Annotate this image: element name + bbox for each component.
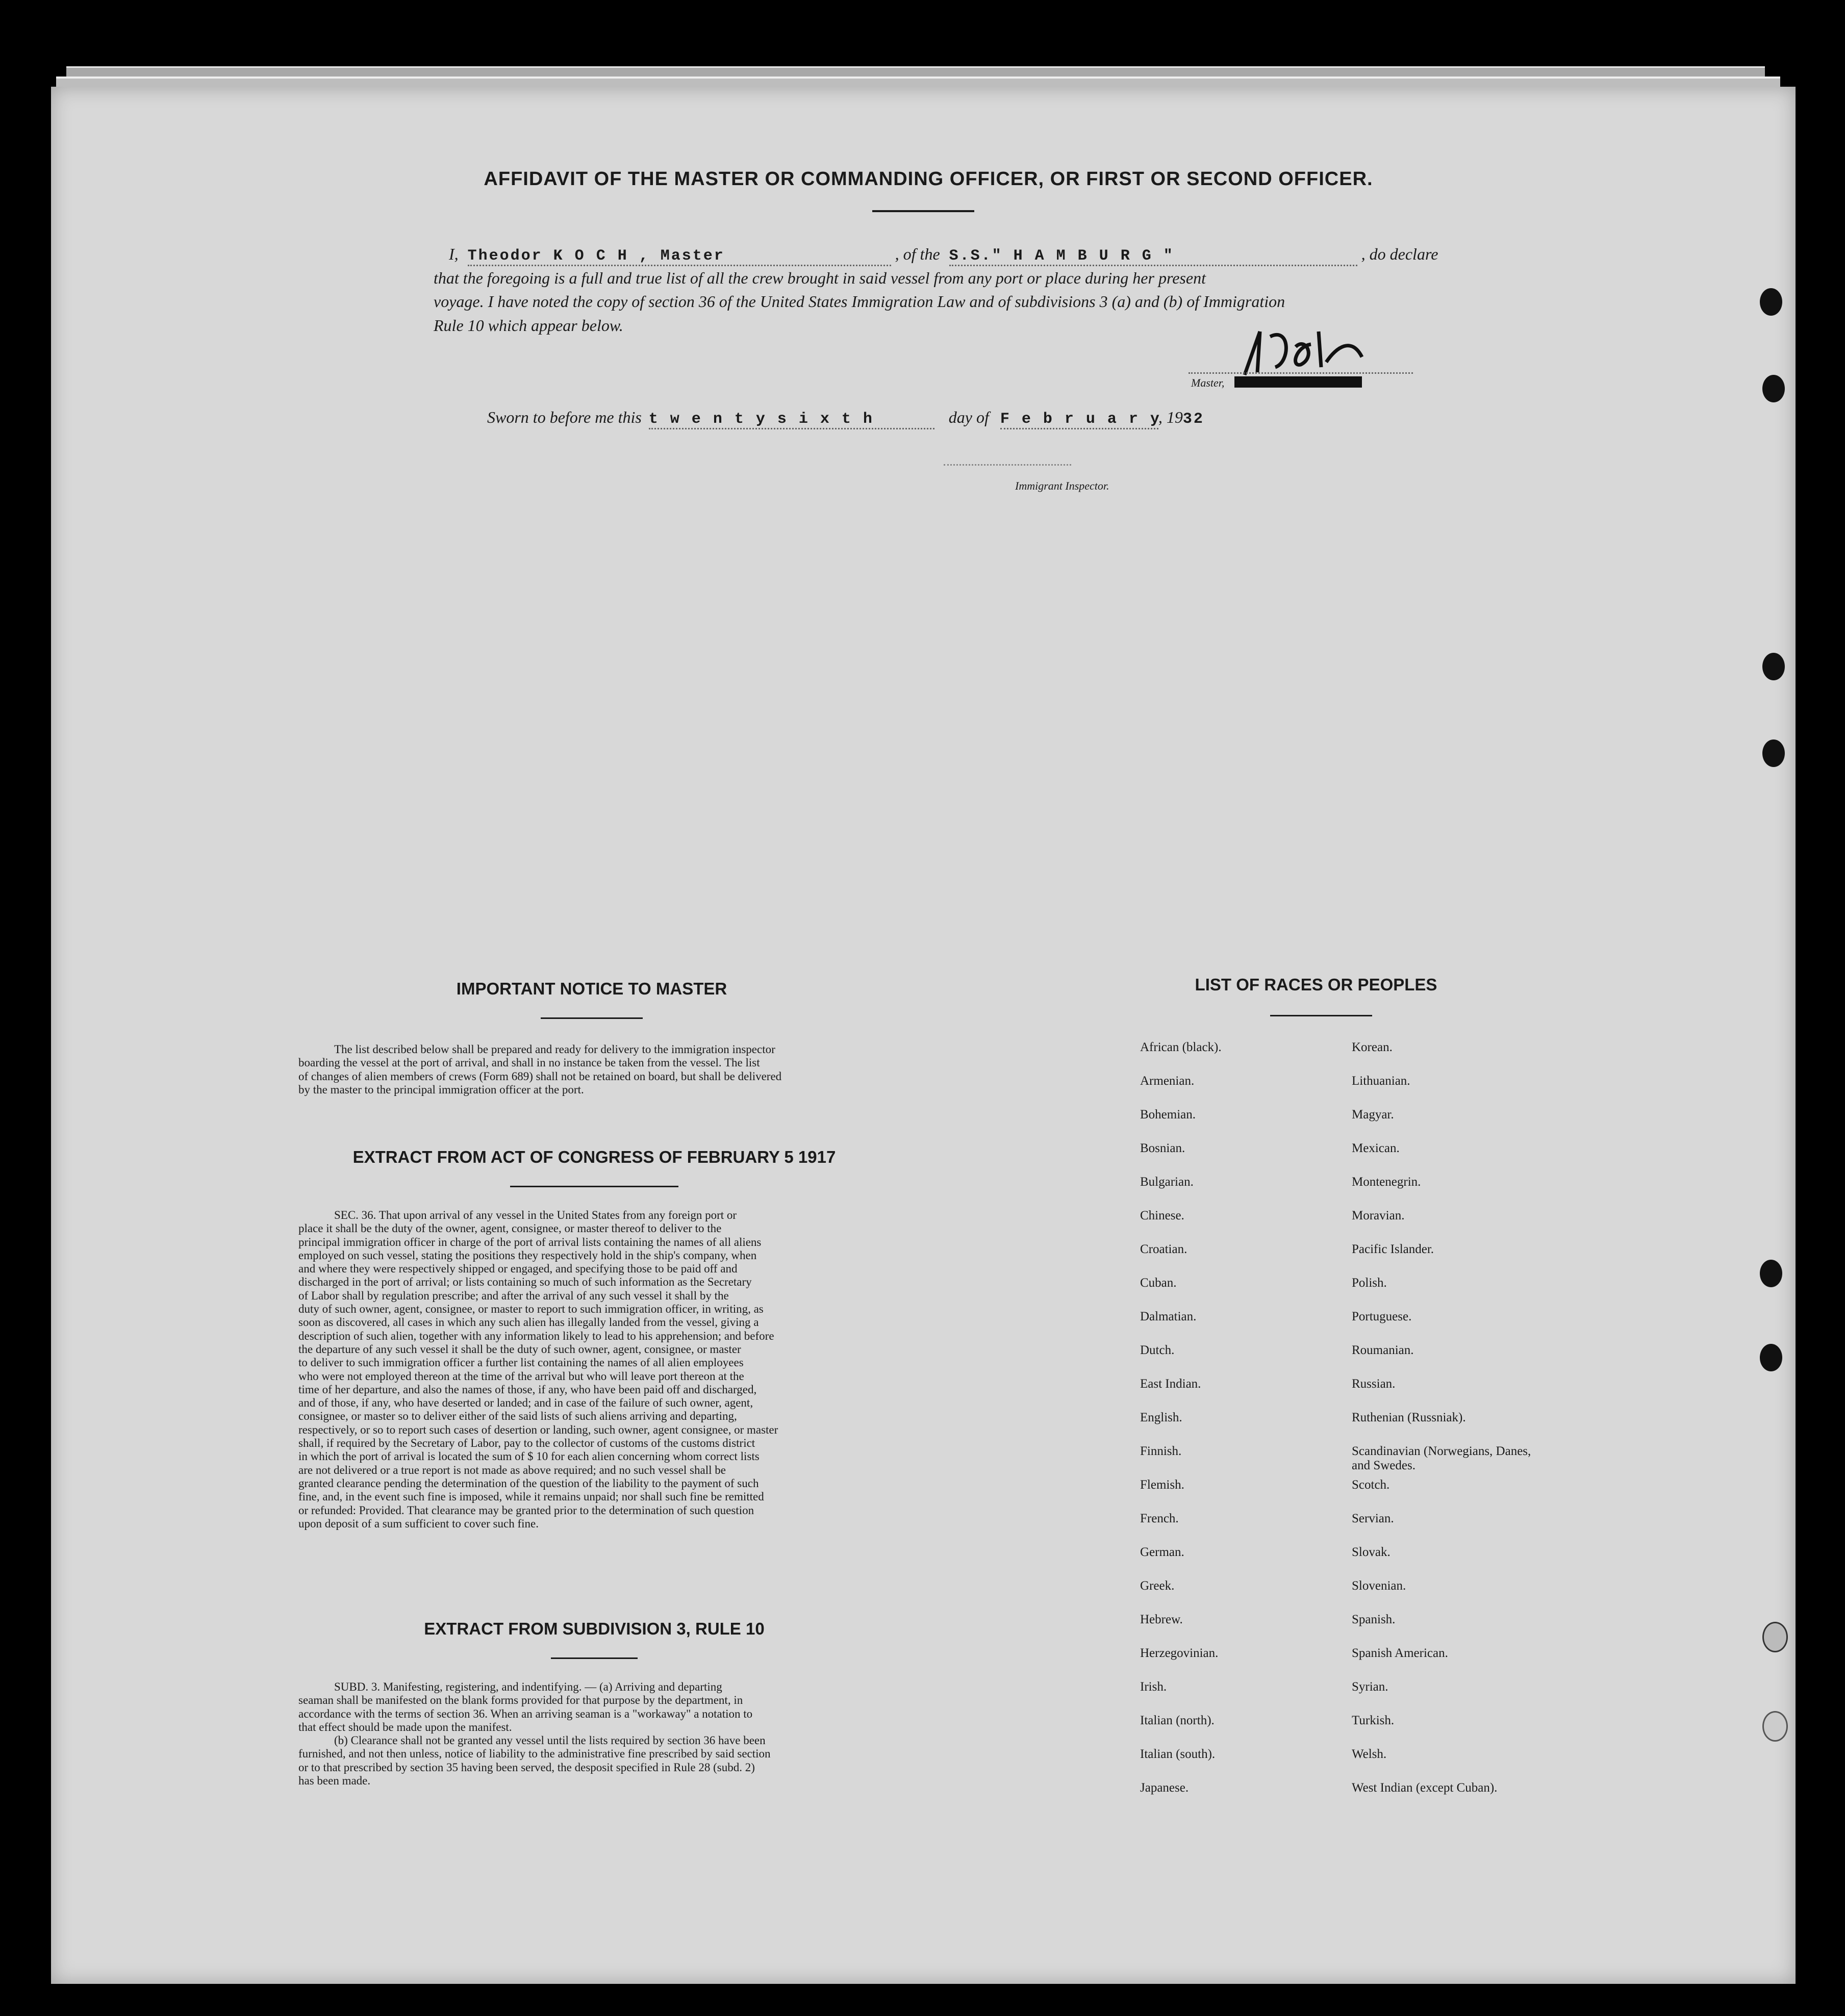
race-item: East Indian. <box>1140 1377 1201 1391</box>
race-item: Bohemian. <box>1140 1108 1196 1121</box>
notice-line: boarding the vessel at the port of arrival, and shall in no instance be taken from the vessel. The list <box>298 1056 760 1069</box>
extract-rule-body <box>298 1680 895 1788</box>
act-line: or refunded: Provided. That clearance may be granted prior to the determination of such question <box>298 1503 754 1517</box>
race-item: Slovak. <box>1352 1545 1391 1559</box>
race-item: Roumanian. <box>1352 1343 1414 1357</box>
punch-hole <box>1760 1344 1782 1371</box>
act-line: in which the port of arrival is located the sum of $ 10 for each alien concerning whom correct lists <box>298 1450 760 1463</box>
race-item: French. <box>1140 1512 1179 1525</box>
act-line: description of such alien, together with any information likely to lead to his apprehension; and before <box>298 1329 774 1342</box>
act-line: who were not employed thereon at the time of the arrival but who will leave port thereon at the <box>298 1369 744 1383</box>
notice-title: IMPORTANT NOTICE TO MASTER <box>456 979 727 998</box>
race-item: Magyar. <box>1352 1108 1394 1121</box>
notice-rule <box>541 1017 643 1019</box>
races-title: LIST OF RACES OR PEOPLES <box>1195 975 1437 994</box>
race-item: Armenian. <box>1140 1074 1195 1088</box>
act-line: shall, if required by the Secretary of Labor, pay to the collector of customs of the customs district <box>298 1437 755 1450</box>
affidavit-line-1 <box>449 245 1438 266</box>
act-line: time of her departure, and also the names of those, if any, who have been paid off and discharged, <box>298 1383 757 1396</box>
year-prefix: , 19 <box>1158 408 1183 426</box>
act-line: and of those, if any, who have deserted or landed; and in case of the failure of such owner, agent, <box>298 1396 753 1410</box>
race-item: Portuguese. <box>1352 1310 1412 1323</box>
rule-line: furnished, and not then unless, notice of liability to the administrative fine prescribed by said section <box>298 1747 771 1760</box>
race-item: Cuban. <box>1140 1276 1177 1290</box>
i-label: I, <box>449 245 459 263</box>
extract-act-rule <box>510 1186 678 1187</box>
act-line: fine, and, in the event such fine is imposed, while it remains unpaid; nor shall such fine be remitted <box>298 1490 764 1503</box>
race-item: Scotch. <box>1352 1478 1390 1492</box>
punch-hole <box>1762 1622 1788 1652</box>
of-the-label: , of the <box>895 245 940 263</box>
act-line: duty of such owner, agent, consignee, or master to report to such immigration officer, in writing, as <box>298 1303 764 1316</box>
act-line: discharged in the port of arrival; or lists containing so much of such information as the Secretary <box>298 1275 752 1289</box>
race-item: Spanish. <box>1352 1613 1396 1626</box>
race-item: Spanish American. <box>1352 1646 1448 1660</box>
sworn-year-field: 32 <box>1182 411 1204 428</box>
punch-hole <box>1760 288 1782 316</box>
race-item: Irish. <box>1140 1680 1167 1694</box>
race-item: Bosnian. <box>1140 1141 1185 1155</box>
rule-line: (b) Clearance shall not be granted any vessel until the lists required by section 36 have been <box>334 1734 766 1747</box>
race-item: Ruthenian (Russniak). <box>1352 1411 1466 1424</box>
race-item: Mexican. <box>1352 1141 1400 1155</box>
race-item: Welsh. <box>1352 1747 1387 1761</box>
act-line: place it shall be the duty of the owner, agent, consignee, or master thereof to deliver to the <box>298 1222 722 1235</box>
rule-line: that effect should be made upon the manifest. <box>298 1720 512 1733</box>
act-line: to deliver to such immigration officer a further list containing the names of all alien employees <box>298 1356 744 1369</box>
race-item: Greek. <box>1140 1579 1175 1593</box>
sworn-label: Sworn to before me this <box>487 408 642 426</box>
master-name-field: Theodor K O C H , Master <box>468 247 891 266</box>
affidavit-line-3: voyage. I have noted the copy of section 36 of the United States Immigration Law and of subdivisions 3 (a) and (b) of Immigration <box>434 292 1285 311</box>
race-item: Slovenian. <box>1352 1579 1406 1593</box>
race-item: Lithuanian. <box>1352 1074 1410 1088</box>
act-line: upon deposit of a sum sufficient to cover such fine. <box>298 1517 539 1530</box>
act-line: SEC. 36. That upon arrival of any vessel in the United States from any foreign port or <box>334 1209 737 1221</box>
races-rule <box>1270 1015 1372 1016</box>
rule-line: SUBD. 3. Manifesting, registering, and indentifying. — (a) Arriving and departing <box>334 1680 722 1693</box>
race-item: Japanese. <box>1140 1781 1189 1795</box>
act-line: employed on such vessel, stating the positions they respectively hold in the ship's company, when <box>298 1248 757 1262</box>
sworn-day-field: t w e n t y s i x t h <box>649 411 934 429</box>
race-item: Dalmatian. <box>1140 1310 1197 1323</box>
race-item: Syrian. <box>1352 1680 1388 1694</box>
act-line: consignee, or master so to deliver either of the said lists of such aliens arriving and departing, <box>298 1410 737 1423</box>
race-item: Flemish. <box>1140 1478 1184 1492</box>
act-line: the departure of any such vessel it shall be the duty of such owner, agent, consignee, or master <box>298 1342 741 1356</box>
act-line: of Labor shall by regulation prescribe; and after the arrival of any such vessel it shall by the <box>298 1289 729 1302</box>
act-line: principal immigration officer in charge of the port of arrival lists containing the names of all aliens <box>298 1235 762 1248</box>
races-left-column <box>1140 1040 1334 1815</box>
punch-hole <box>1762 739 1785 767</box>
race-item: Korean. <box>1352 1040 1393 1054</box>
notice-line: of changes of alien members of crews (Form 689) shall not be retained on board, but shall be delivered <box>298 1069 782 1083</box>
do-declare-label: , do declare <box>1361 245 1438 263</box>
extract-rule-rule <box>551 1657 638 1659</box>
notice-line: by the master to the principal immigration officer at the port. <box>298 1083 584 1096</box>
rule-line: seaman shall be manifested on the blank forms provided for that purpose by the department, in <box>298 1694 743 1707</box>
race-item: Polish. <box>1352 1276 1387 1290</box>
sworn-month-field: F e b r u a r y <box>1000 411 1158 429</box>
extract-rule-title: EXTRACT FROM SUBDIVISION 3, RULE 10 <box>424 1619 765 1638</box>
race-item: African (black). <box>1140 1040 1222 1054</box>
race-item: Herzegovinian. <box>1140 1646 1219 1660</box>
extract-act-title: EXTRACT FROM ACT OF CONGRESS OF FEBRUARY 5 1917 <box>352 1147 836 1166</box>
act-line: soon as discovered, all cases in which any such alien has illegally landed from the vessel, giving a <box>298 1316 759 1329</box>
master-label: Master, <box>1191 376 1225 389</box>
notice-body <box>298 1043 895 1096</box>
punch-hole <box>1762 653 1785 680</box>
punch-hole <box>1762 1711 1788 1742</box>
sworn-line <box>487 408 1204 429</box>
race-item: West Indian (except Cuban). <box>1352 1781 1498 1795</box>
race-item: Montenegrin. <box>1352 1175 1421 1189</box>
race-item: Italian (south). <box>1140 1747 1216 1761</box>
redacted-bar <box>1234 376 1362 388</box>
race-item: Servian. <box>1352 1512 1394 1525</box>
day-of-label: day of <box>948 408 989 426</box>
race-item: Finnish. <box>1140 1444 1182 1458</box>
races-right-column <box>1352 1040 1546 1815</box>
inspector-label: Immigrant Inspector. <box>1015 479 1109 492</box>
affidavit-line-4: Rule 10 which appear below. <box>434 316 623 335</box>
race-item: Turkish. <box>1352 1714 1395 1727</box>
act-line: granted clearance pending the determination of the question of the liability to the payment of such <box>298 1476 759 1490</box>
act-line: and where they were respectively shipped or engaged, and specifying those to be paid off and <box>298 1262 738 1275</box>
affidavit-line-2: that the foregoing is a full and true list of all the crew brought in said vessel from any port or place during her present <box>434 269 1206 287</box>
race-item: English. <box>1140 1411 1182 1424</box>
race-item: German. <box>1140 1545 1184 1559</box>
rule-line: accordance with the terms of section 36. When an arriving seaman is a "workaway" a notation to <box>298 1707 753 1720</box>
rule-line: has been made. <box>298 1774 371 1788</box>
extract-act-body <box>298 1209 895 1530</box>
race-item: Pacific Islander. <box>1352 1242 1434 1256</box>
punch-hole <box>1760 1260 1782 1287</box>
race-item: Chinese. <box>1140 1209 1184 1222</box>
race-item: Dutch. <box>1140 1343 1175 1357</box>
race-item: Hebrew. <box>1140 1613 1183 1626</box>
race-item: Bulgarian. <box>1140 1175 1194 1189</box>
act-line: respectively, or so to report such cases of desertion or landing, such owner, agent consignee, or master <box>298 1423 778 1436</box>
punch-hole <box>1762 375 1785 402</box>
affidavit-heading: AFFIDAVIT OF THE MASTER OR COMMANDING OFFICER, OR FIRST OR SECOND OFFICER. <box>484 168 1373 190</box>
vessel-name-field: S.S." H A M B U R G " <box>949 247 1357 266</box>
race-item: Croatian. <box>1140 1242 1187 1256</box>
race-item: Italian (north). <box>1140 1714 1215 1727</box>
heading-rule <box>872 210 974 212</box>
act-line: are not delivered or a true report is not made as above required; and no such vessel shall be <box>298 1463 726 1476</box>
race-item: Russian. <box>1352 1377 1396 1391</box>
inspector-signature-line <box>944 464 1071 466</box>
race-item: Scandinavian (Norwegians, Danes, and Swedes. <box>1352 1444 1531 1472</box>
race-item: Moravian. <box>1352 1209 1405 1222</box>
rule-line: or to that prescribed by section 35 having been served, the desposit specified in Rule 28 (subd. 2) <box>298 1760 755 1774</box>
master-signature-line <box>1189 372 1413 374</box>
notice-line: The list described below shall be prepared and ready for delivery to the immigration inspector <box>334 1043 775 1056</box>
